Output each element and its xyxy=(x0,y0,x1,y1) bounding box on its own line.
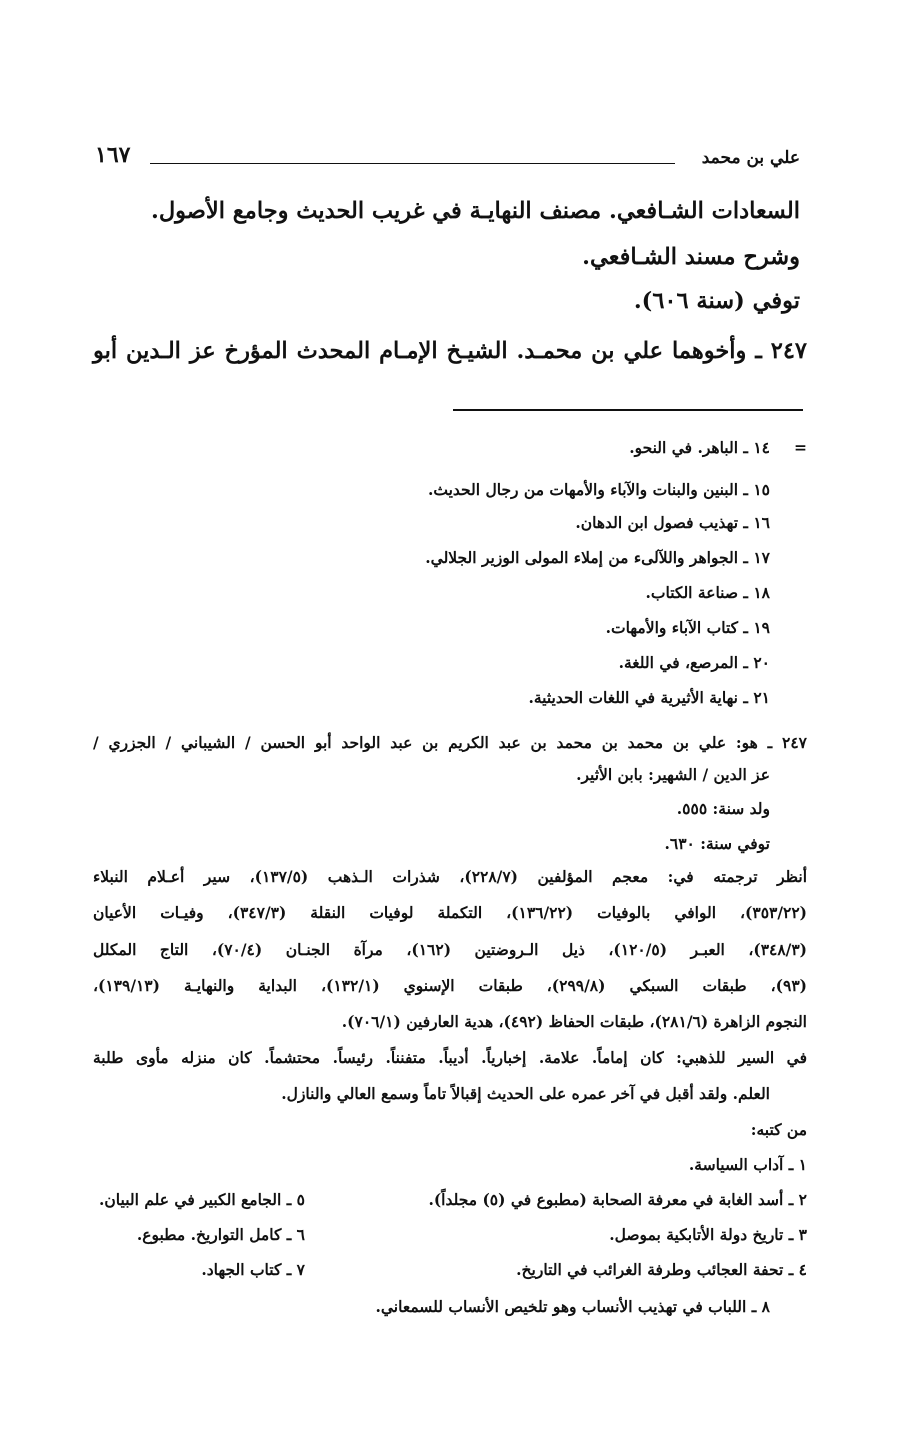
prev-list-item: ١٦ ـ تهذيب فصول ابن الدهان. xyxy=(575,513,770,532)
main-text-line-1: السعادات الشـافعي. مصنف النهايـة في غريب الحديث وجامع الأصول. xyxy=(150,198,800,224)
work-item: ١ ـ آداب السياسة. xyxy=(688,1155,807,1174)
sources-line: أنظر ترجمته في: معجم المؤلفين (٢٢٨/٧)، شذرات الـذهب (١٣٧/٥)، سير أعـلام النبلاء xyxy=(93,867,807,886)
prev-list-item: ٢٠ ـ المرصع، في اللغة. xyxy=(618,653,770,672)
sources-line: (٣٥٣/٢٢)، الوافي بالوفيات (١٣٦/٢٢)، التكملة لوفيات النقلة (٣٤٧/٣)، وفيـات الأعيان xyxy=(93,903,808,922)
work-item: ٤ ـ تحفة العجائب وطرفة الغرائب في التاريخ. xyxy=(516,1260,807,1279)
entry-birth: ولد سنة: ٥٥٥. xyxy=(676,799,770,818)
sources-line: (٩٣)، طبقات السبكي (٢٩٩/٨)، طبقات الإسنوي (١٣٢/١)، البداية والنهايـة (١٣٩/١٣)، xyxy=(93,976,807,995)
main-text-line-3: توفي (سنة ٦٠٦). xyxy=(633,288,800,314)
main-text-line-4: ٢٤٧ ـ وأخوهما علي بن محمـد. الشيـخ الإمـام المحدث المؤرخ عز الـدين أبو xyxy=(93,338,807,364)
continuation-marker: = xyxy=(794,438,807,457)
footnote-separator xyxy=(453,409,803,411)
entry-death: توفي سنة: ٦٣٠. xyxy=(664,834,770,853)
prev-list-item: ٢١ ـ نهاية الأثيرية في اللغات الحديثية. xyxy=(528,688,770,707)
work-item: ٥ ـ الجامع الكبير في علم البيان. xyxy=(99,1190,305,1209)
prev-list-item: ١٧ ـ الجواهر واللآلىء من إملاء المولى الوزير الجلالي. xyxy=(425,548,770,567)
prev-list-item: ١٥ ـ البنين والبنات والآباء والأمهات من رجال الحديث. xyxy=(427,480,770,499)
prev-list-item: ١٨ ـ صناعة الكتاب. xyxy=(645,583,770,602)
work-item: ٢ ـ أسد الغابة في معرفة الصحابة (مطبوع في (٥) مجلداً). xyxy=(428,1190,807,1209)
entry-identity-line: ٢٤٧ ـ هو: علي بن محمد بن محمد بن عبد الكريم بن عبد الواحد أبو الحسن / الشيباني / الجزري / xyxy=(93,733,807,752)
running-head: علي بن محمد xyxy=(701,148,800,168)
page-number: ١٦٧ xyxy=(95,142,131,168)
prev-list-item: ١٩ ـ كتاب الآباء والأمهات. xyxy=(605,618,770,637)
sources-line: النجوم الزاهرة (٢٨١/٦)، طبقات الحفاظ (٤٩٢)، هدية العارفين (٧٠٦/١). xyxy=(341,1012,807,1031)
dhahabi-quote-line: في السير للذهبي: كان إماماً. علامة. إخبارياً. أديباً. متفنناً. رئيساً. محتشماً. كان منزله مأوى طلبة xyxy=(93,1048,807,1067)
main-text-line-2: وشرح مسند الشـافعي. xyxy=(582,244,800,270)
works-label: من كتبه: xyxy=(750,1120,807,1139)
entry-identity-line: عز الدين / الشهير: بابن الأثير. xyxy=(576,765,770,784)
sources-line: (٣٤٨/٣)، العبـر (١٢٠/٥)، ذيل الـروضتين (١٦٢)، مرآة الجنـان (٧٠/٤)، التاج المكلل xyxy=(93,940,808,959)
work-item: ٧ ـ كتاب الجهاد. xyxy=(201,1260,305,1279)
work-item: ٨ ـ اللباب في تهذيب الأنساب وهو تلخيص الأنساب للسمعاني. xyxy=(375,1297,770,1316)
dhahabi-quote-line: العلم. ولقد أقبل في آخر عمره على الحديث إقبالاً تاماً وسمع العالي والنازل. xyxy=(281,1084,770,1103)
work-item: ٣ ـ تاريخ دولة الأتابكية بموصل. xyxy=(609,1225,807,1244)
prev-list-item: ١٤ ـ الباهر. في النحو. xyxy=(629,438,770,457)
work-item: ٦ ـ كامل التواريخ. مطبوع. xyxy=(136,1225,305,1244)
header-rule xyxy=(150,163,675,164)
